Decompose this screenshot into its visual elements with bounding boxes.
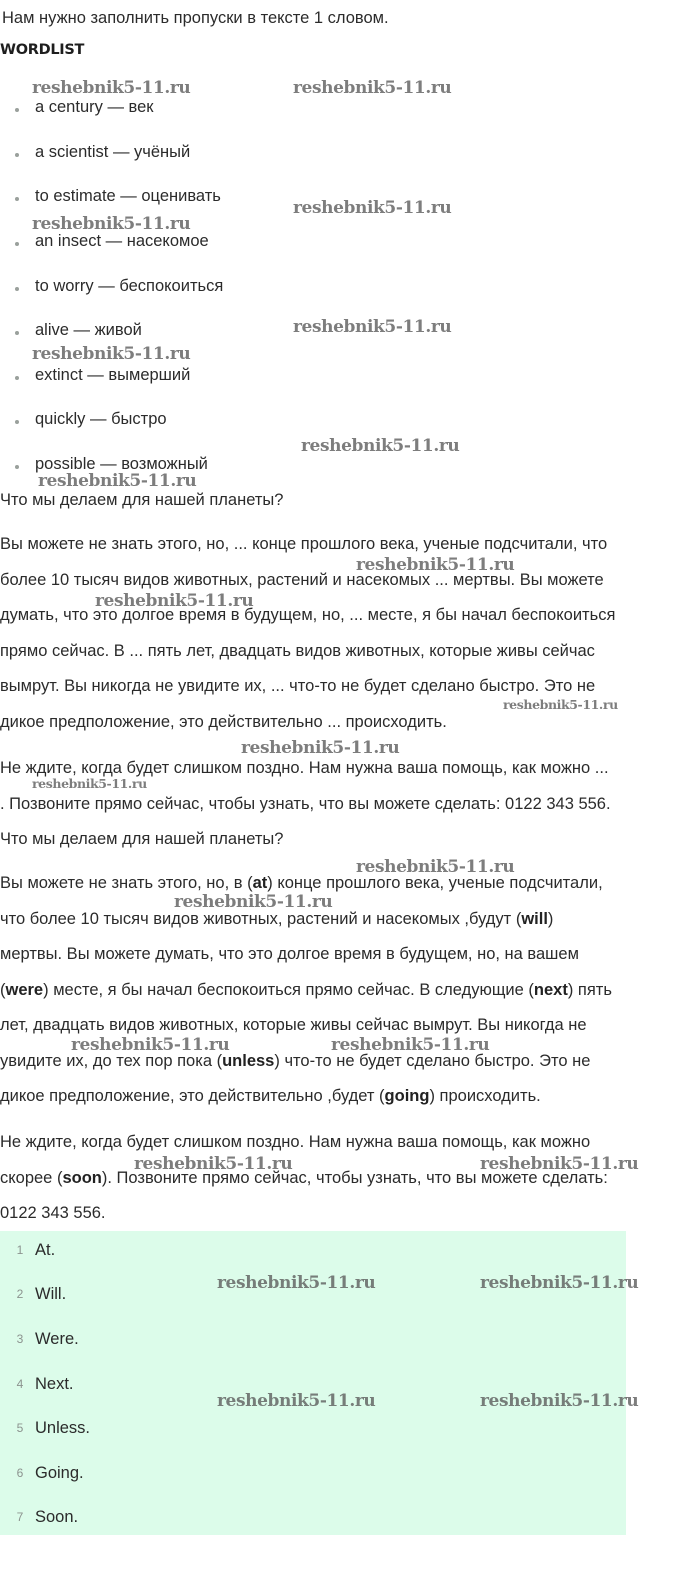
task-paragraph-1: Вы можете не знать этого, но, ... конце прошлого века, ученые подсчитали, что более 10 тысяч видов животных, растений и насекомых ... мертвы. Вы можете думать, что это долгое время в будущем, но, ... месте, я бы начал беспокоиться прямо сейчас. В ... пять лет, двадцать видов животных, которые живы сейчас вымрут. Вы никогда не увидите их, ... что-то не будет сделано быстро. Это не дикое предположение, это действительно ... происходить. (0, 535, 616, 731)
bullet-icon (15, 197, 19, 201)
bullet-icon (15, 420, 19, 424)
bullet-icon (15, 242, 19, 246)
watermark: reshebnik5-11.ru (95, 591, 254, 611)
watermark: reshebnik5-11.ru (356, 555, 515, 575)
solution-paragraph-1 (0, 866, 672, 1115)
watermark: reshebnik5-11.ru (480, 1391, 639, 1411)
wordlist-heading: WORDLIST (0, 42, 85, 58)
line-text: 0122 343 556. (0, 1204, 106, 1222)
line-text: ) происходить. (429, 1087, 541, 1105)
watermark: reshebnik5-11.ru (71, 1035, 230, 1055)
line-text: ) (547, 909, 554, 928)
bullet-icon (15, 153, 19, 157)
watermark: reshebnik5-11.ru (480, 1273, 639, 1293)
bullet-icon (15, 287, 19, 291)
line-text: скорее ( (0, 1168, 63, 1187)
line-text: мертвы. Вы можете думать, что это долгое время в будущем, но, на вашем (0, 945, 579, 963)
answer-word: will (521, 909, 548, 928)
solution-line (0, 973, 672, 1009)
line-text: ) конце прошлого века, ученые подсчитали, (267, 874, 603, 892)
answer-list: 1 At. 2 Will. 3 Were. 4 Next. 5 Unless. 6 Going. 7 Soon. (0, 1231, 626, 1535)
answer-word: unless (222, 1051, 275, 1070)
task-title: Что мы делаем для нашей планеты? (0, 491, 284, 509)
solution-line (0, 902, 672, 938)
line-text: лет, двадцать видов животных, которые живы сейчас вымрут. Вы никогда не (0, 1016, 587, 1034)
bullet-icon (15, 108, 19, 112)
watermark: reshebnik5-11.ru (293, 198, 452, 218)
watermark: reshebnik5-11.ru (301, 436, 460, 456)
watermark: reshebnik5-11.ru (32, 344, 191, 364)
watermark: reshebnik5-11.ru (503, 697, 618, 712)
bullet-icon (15, 331, 19, 335)
watermark: reshebnik5-11.ru (293, 317, 452, 337)
watermark: reshebnik5-11.ru (32, 214, 191, 234)
line-text: что более 10 тысяч видов животных, растений и насекомых ,будут ( (0, 909, 522, 928)
watermark: reshebnik5-11.ru (32, 78, 191, 98)
line-text: увидите их, до тех пор пока ( (0, 1051, 223, 1070)
watermark: reshebnik5-11.ru (217, 1273, 376, 1293)
line-text: ( (0, 980, 6, 999)
watermark: reshebnik5-11.ru (174, 892, 333, 912)
watermark: reshebnik5-11.ru (38, 471, 197, 491)
solution-line (0, 1079, 672, 1115)
watermark: reshebnik5-11.ru (32, 776, 147, 791)
watermark: reshebnik5-11.ru (241, 738, 400, 758)
line-text: Не ждите, когда будет слишком поздно. Нам нужна ваша помощь, как можно (0, 1133, 591, 1151)
answer-word: were (5, 980, 44, 999)
solution-line (0, 937, 672, 973)
answer-word: going (384, 1087, 430, 1105)
line-text: ) пять (567, 980, 612, 999)
solution-paragraph-2 (0, 1125, 672, 1232)
intro-text: Нам нужно заполнить пропуски в тексте 1 словом. (2, 9, 389, 27)
line-text: ). Позвоните прямо сейчас, чтобы узнать, что вы можете сделать: (101, 1168, 608, 1187)
watermark: reshebnik5-11.ru (134, 1154, 293, 1174)
line-text: дикое предположение, это действительно ,будет ( (0, 1087, 385, 1105)
line-text: Вы можете не знать этого, но, в ( (0, 874, 253, 892)
solution-title: Что мы делаем для нашей планеты? (0, 830, 284, 848)
watermark: reshebnik5-11.ru (293, 78, 452, 98)
solution-line (0, 866, 672, 902)
line-text: ) что-то не будет сделано быстро. Это не (274, 1051, 591, 1070)
watermark: reshebnik5-11.ru (331, 1035, 490, 1055)
answer-word: soon (62, 1168, 102, 1187)
answer-word: at (252, 874, 268, 892)
answer-word: next (533, 980, 568, 999)
task-paragraph-2: Не ждите, когда будет слишком поздно. Нам нужна ваша помощь, как можно ... . Позвоните прямо сейчас, чтобы узнать, что вы можете сделать: 0122 343 556. (0, 759, 611, 813)
bullet-icon (15, 465, 19, 469)
solution-line (0, 1196, 672, 1232)
bullet-icon (15, 376, 19, 380)
watermark: reshebnik5-11.ru (356, 857, 515, 877)
line-text: ) месте, я бы начал беспокоиться прямо сейчас. В следующие ( (43, 980, 534, 999)
watermark: reshebnik5-11.ru (480, 1154, 639, 1174)
watermark: reshebnik5-11.ru (217, 1391, 376, 1411)
